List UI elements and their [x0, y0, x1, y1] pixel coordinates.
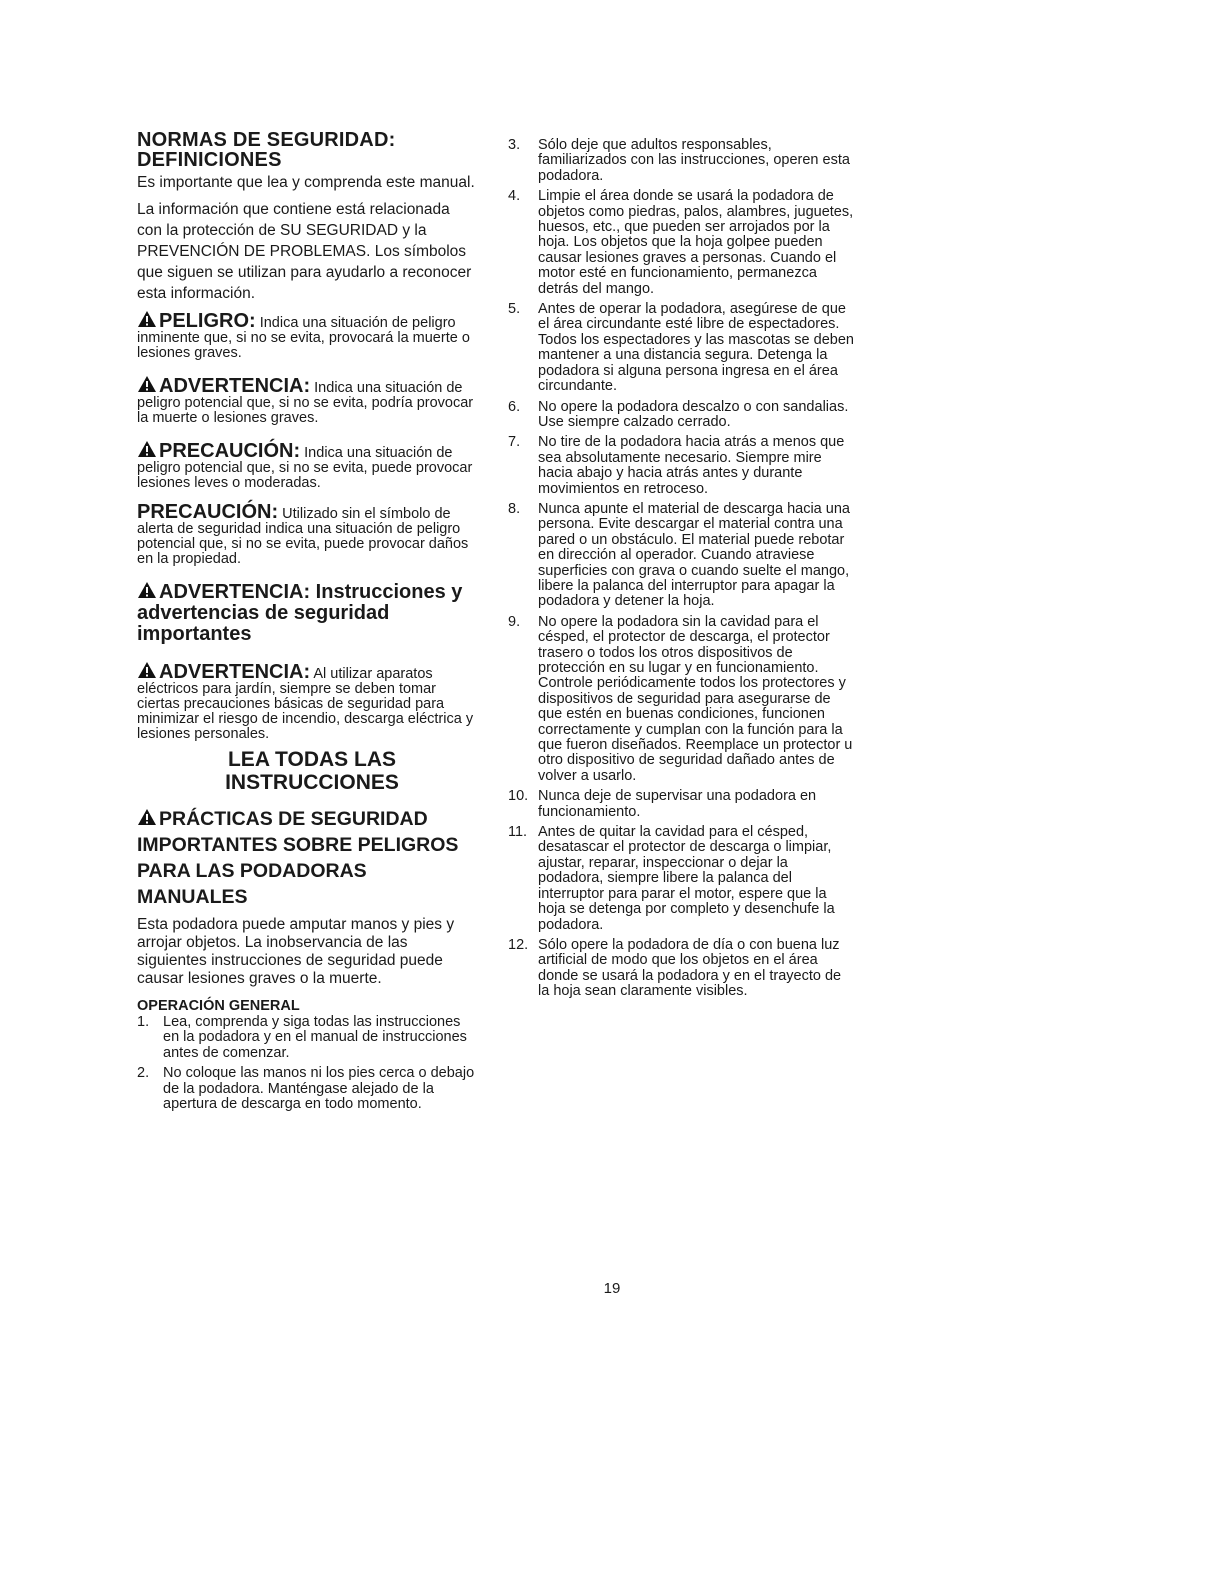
lea-todas-heading: [137, 748, 477, 794]
peligro-text: Indica una situación de peligro inminente que, si no se evita, provocará la muerte o lesiones graves.: [137, 315, 470, 361]
section-title: NORMAS DE SEGURIDAD: DEFINICIONES: [137, 129, 396, 171]
warning-triangle-icon: [137, 808, 157, 826]
precaucion-no-symbol-definition: [137, 501, 477, 567]
item-text: Sólo opere la podadora de día o con buena luz artificial de modo que los objetos en el área donde se usará la podadora y en el trayecto de la hoja sean claramente visibles.: [538, 936, 842, 1000]
item-number: 1.: [137, 1014, 150, 1030]
list-item: [137, 1066, 477, 1112]
precaucion-text: Indica una situación de peligro potencial que, si no se evita, puede provocar lesiones leves o moderadas.: [137, 445, 473, 491]
page-number: 19: [603, 1280, 621, 1297]
item-text: No tire de la podadora hacia atrás a menos que sea absolutamente necesario. Siempre mire hacia abajo y hacia atrás antes y durante movimientos en retroceso.: [538, 434, 845, 497]
warning-triangle-icon: [137, 661, 157, 679]
list-item: [508, 302, 854, 394]
list-item: [508, 789, 854, 820]
precaucion-label-2: PRECAUCIÓN:: [137, 501, 279, 523]
item-text: Antes de operar la podadora, asegúrese de que el área circundante esté libre de espectadores. Todos los espectadores y las mascotas se deben mantener a una distancia segura. Detenga la podadora si alguna persona ingresa en el área circundante.: [538, 301, 854, 395]
list-item: [508, 138, 854, 184]
warning-triangle-icon: [137, 310, 157, 328]
item-text: No coloque las manos ni los pies cerca o debajo de la podadora. Manténgase alejado de la apertura de descarga en todo momento.: [163, 1065, 475, 1113]
item-text: Lea, comprenda y siga todas las instrucciones en la podadora y en el manual de instrucciones antes de comenzar.: [163, 1014, 467, 1061]
precaucion-definition: [137, 440, 477, 491]
practicas-heading: [137, 806, 477, 910]
advertencia-text: Indica una situación de peligro potencial que, si no se evita, podría provocar la muerte o lesiones graves.: [137, 380, 474, 426]
list-item: [137, 1015, 477, 1061]
item-text: No opere la podadora descalzo o con sandalias. Use siempre calzado cerrado.: [538, 398, 849, 430]
item-number: 8.: [508, 500, 521, 517]
item-number: 4.: [508, 188, 521, 205]
list-item: [508, 615, 854, 784]
precaucion-label: PRECAUCIÓN:: [159, 440, 301, 462]
item-number: 7.: [508, 434, 521, 451]
list-item: [508, 825, 854, 933]
lea-line-2: INSTRUCCIONES: [225, 771, 399, 794]
peligro-label: PELIGRO:: [159, 310, 256, 332]
list-item: [508, 938, 854, 1000]
peligro-definition: [137, 310, 477, 361]
item-number: 6.: [508, 398, 521, 415]
lea-line-1: LEA TODAS LAS: [227, 748, 396, 771]
advertencia-text-2: Al utilizar aparatos eléctricos para jardín, siempre se deben tomar ciertas precauciones básicas de seguridad para minimizar el riesgo de incendio, descarga eléctrica y lesiones personales.: [137, 666, 474, 742]
item-number: 2.: [137, 1065, 150, 1082]
warning-triangle-icon: [137, 581, 157, 599]
item-number: 12.: [508, 936, 529, 953]
item-text: Limpie el área donde se usará la podadora de objetos como piedras, palos, alambres, juguetes, huesos, etc., que pueden ser arrojados por la hoja. Los objetos que la hoja golpee pueden causar lesiones graves a personas. Cuando el motor esté en funcionamiento, permanezca detrás del mango.: [538, 188, 854, 297]
intro-paragraph: Es importante que lea y comprenda este manual.: [137, 174, 475, 191]
item-number: 3.: [508, 137, 521, 153]
item-text: Antes de quitar la cavidad para el césped, desatascar el protector de descarga o limpiar, ajustar, reparar, inspeccionar o dejar la podadora, siempre libere la palanca del interruptor para parar el motor, espere que la hoja se detenga por completo y desenchufe la podadora.: [538, 824, 835, 933]
precaucion-text-2: Utilizado sin el símbolo de alerta de seguridad indica una situación de peligro potencial que, si no se evita, puede provocar daños en la propiedad.: [137, 506, 469, 567]
item-number: 11.: [508, 824, 528, 841]
item-number: 9.: [508, 613, 521, 630]
practicas-paragraph: Esta podadora puede amputar manos y pies y arrojar objetos. La inobservancia de las siguientes instrucciones de seguridad puede causar lesiones graves o la muerte.: [137, 916, 455, 987]
list-item: [508, 189, 854, 297]
item-number: 10.: [508, 788, 529, 805]
operacion-general-heading: OPERACIÓN GENERAL: [137, 998, 300, 1014]
advertencia-definition: [137, 375, 477, 426]
item-text: Nunca apunte el material de descarga hacia una persona. Evite descargar el material contra una pared o un obstáculo. El material puede rebotar en dirección al operador. Cuando atraviese superficies con grava o cuando suelte el mango, libere la palanca del interruptor para apagar la podadora y detener la hoja.: [538, 500, 850, 610]
warning-triangle-icon: [137, 440, 157, 458]
list-item: [508, 435, 854, 497]
advertencia-electrical-definition: [137, 661, 477, 742]
item-text: Sólo deje que adultos responsables, familiarizados con las instrucciones, operen esta podadora.: [538, 137, 850, 184]
left-column: [137, 130, 477, 1117]
item-number: 5.: [508, 301, 521, 318]
advertencia-instrucciones-heading: [137, 581, 477, 645]
practicas-heading-text: PRÁCTICAS DE SEGURIDAD IMPORTANTES SOBRE PELIGROS PARA LAS PODADORAS MANUALES: [137, 808, 459, 908]
right-column: [508, 138, 854, 1005]
left-instruction-list: [137, 1015, 477, 1112]
advertencia-label-2: ADVERTENCIA:: [159, 661, 311, 683]
item-text: Nunca deje de supervisar una podadora en funcionamiento.: [538, 788, 817, 820]
warning-triangle-icon: [137, 375, 157, 393]
advertencia-instrucciones-text: ADVERTENCIA: Instrucciones y advertencias de seguridad importantes: [137, 581, 463, 645]
advertencia-label: ADVERTENCIA:: [159, 375, 311, 397]
list-item: [508, 400, 854, 431]
list-item: [508, 502, 854, 610]
item-text: No opere la podadora sin la cavidad para el césped, el protector de descarga, el protector trasero o todos los otros dispositivos de protección en su lugar y en funcionamiento. Controle periódicamente todos los protectores y dispositivos de seguridad para asegurarse de que estén en buenas condiciones, funcionen correctamente y cumplan con la función para la que fueron diseñados. Reemplace un protector u otro dispositivo de seguridad dañado antes de volver a usarlo.: [538, 613, 853, 784]
intro-paragraph-2: La información que contiene está relacionada con la protección de SU SEGURIDAD y la PREVENCIÓN DE PROBLEMAS. Los símbolos que siguen se utilizan para ayudarlo a reconocer esta información.: [137, 201, 472, 302]
right-instruction-list: [508, 138, 854, 1000]
